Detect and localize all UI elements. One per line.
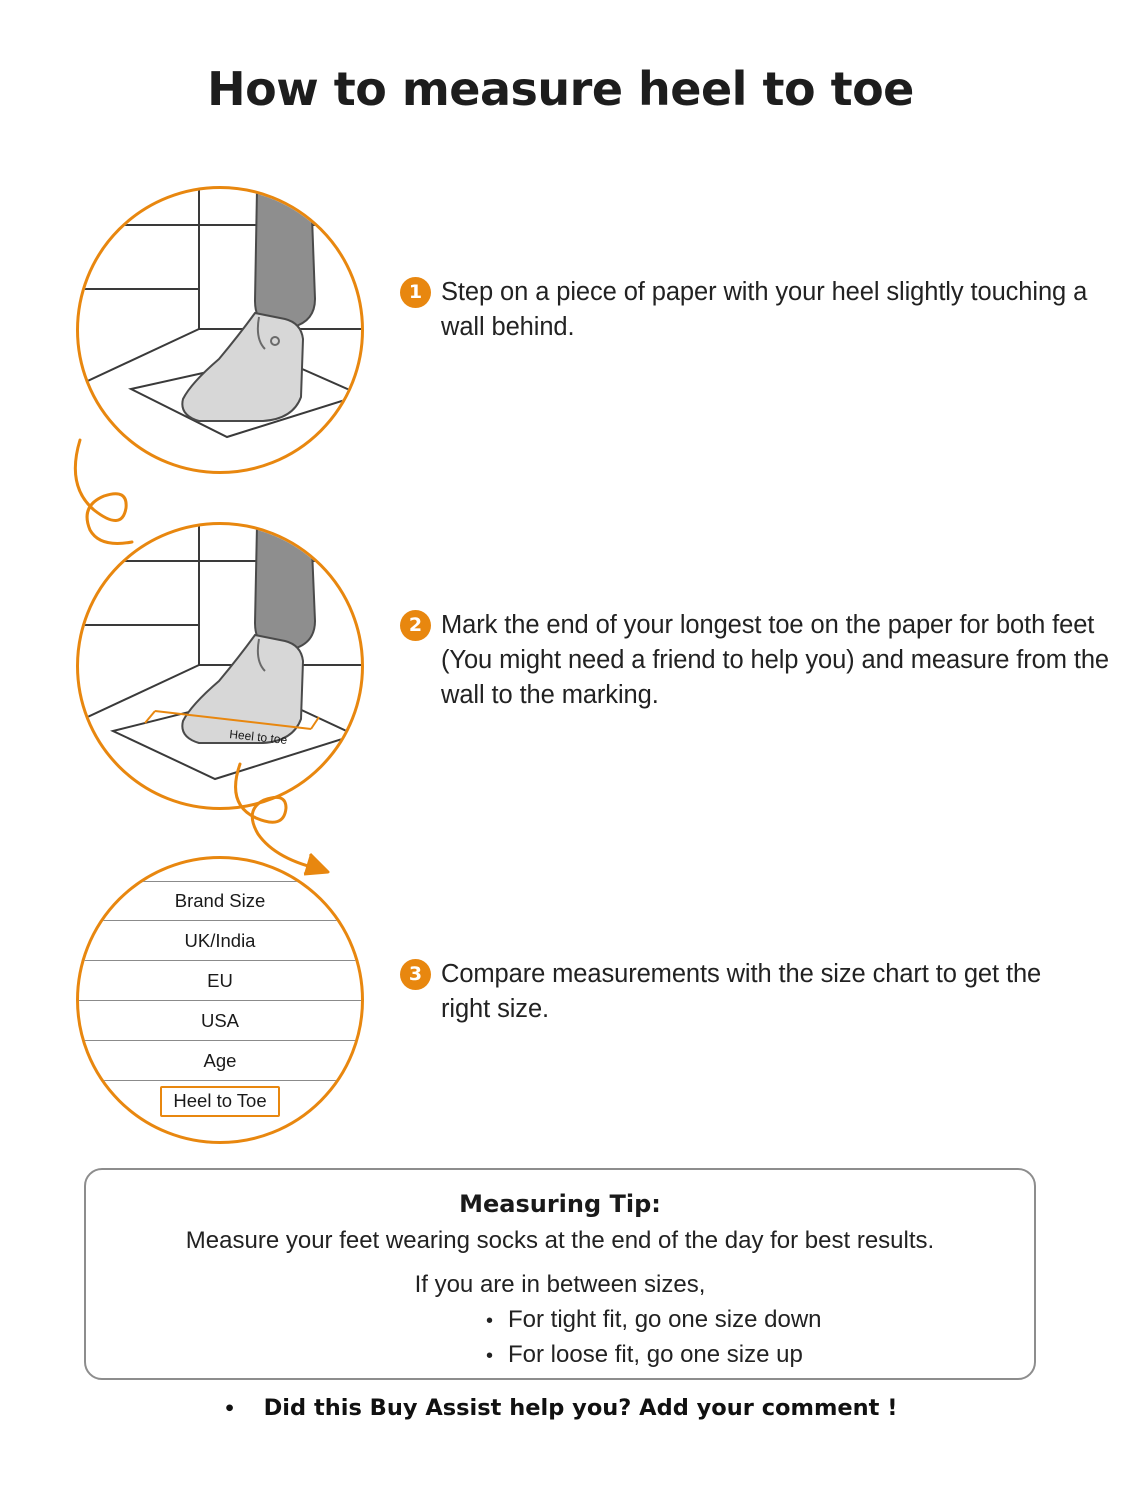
step-3-number: 3 — [400, 959, 431, 990]
footer-text: Did this Buy Assist help you? Add your comment ! — [263, 1395, 898, 1421]
tip-bullet-item — [86, 1303, 1034, 1338]
tip-subline: If you are in between sizes, — [414, 1271, 706, 1298]
foot-measure-illustration — [79, 525, 361, 807]
size-chart-row-brand-size — [79, 881, 361, 921]
bullet-glyph: • — [223, 1397, 236, 1420]
step-2-text: Mark the end of your longest toe on the paper for both feet (You might need a friend to help you) and measure from the wall to the marking. — [441, 611, 1109, 709]
tip-bullet-item — [86, 1338, 1034, 1373]
size-chart-row-age — [79, 1041, 361, 1081]
page-title: How to measure heel to toe — [207, 62, 914, 116]
size-chart-label: USA — [200, 1009, 240, 1031]
step-3-text: Compare measurements with the size chart to get the right size. — [441, 960, 1042, 1023]
step-1 — [400, 275, 1090, 345]
foot-on-paper-illustration — [79, 189, 361, 471]
size-chart-label: UK/India — [184, 929, 256, 951]
tip-title: Measuring Tip: — [459, 1190, 661, 1218]
illustration-step-2 — [76, 522, 364, 810]
size-chart-rows — [79, 859, 361, 1141]
step-3 — [400, 957, 1090, 1027]
tip-bullet-text: For tight fit, go one size down — [508, 1306, 822, 1333]
step-1-text: Step on a piece of paper with your heel slightly touching a wall behind. — [441, 278, 1088, 341]
size-chart-row-eu — [79, 961, 361, 1001]
size-chart-label: Brand Size — [174, 890, 266, 911]
step-2-number: 2 — [400, 610, 431, 641]
size-chart-row-heel-to-toe — [79, 1081, 361, 1121]
step-2 — [400, 608, 1120, 713]
tip-bullet-text: For loose fit, go one size up — [508, 1341, 803, 1368]
size-chart-label: EU — [207, 969, 233, 991]
illustration-step-3-size-chart — [76, 856, 364, 1144]
tip-line: Measure your feet wearing socks at the end of the day for best results. — [185, 1227, 935, 1254]
measure-label: Heel to toe — [228, 727, 288, 748]
step-1-number: 1 — [400, 277, 431, 308]
size-chart-label-highlight: Heel to Toe — [160, 1086, 279, 1117]
size-chart-label: Age — [203, 1049, 237, 1071]
bullet-glyph: • — [486, 1310, 494, 1332]
tip-bullet-list — [86, 1303, 1034, 1373]
size-chart-row-uk-india — [79, 921, 361, 961]
measuring-tip-box — [84, 1168, 1036, 1380]
bullet-glyph: • — [486, 1345, 494, 1367]
footer-cta — [0, 1395, 1121, 1421]
size-chart-row-usa — [79, 1001, 361, 1041]
illustration-step-1 — [76, 186, 364, 474]
